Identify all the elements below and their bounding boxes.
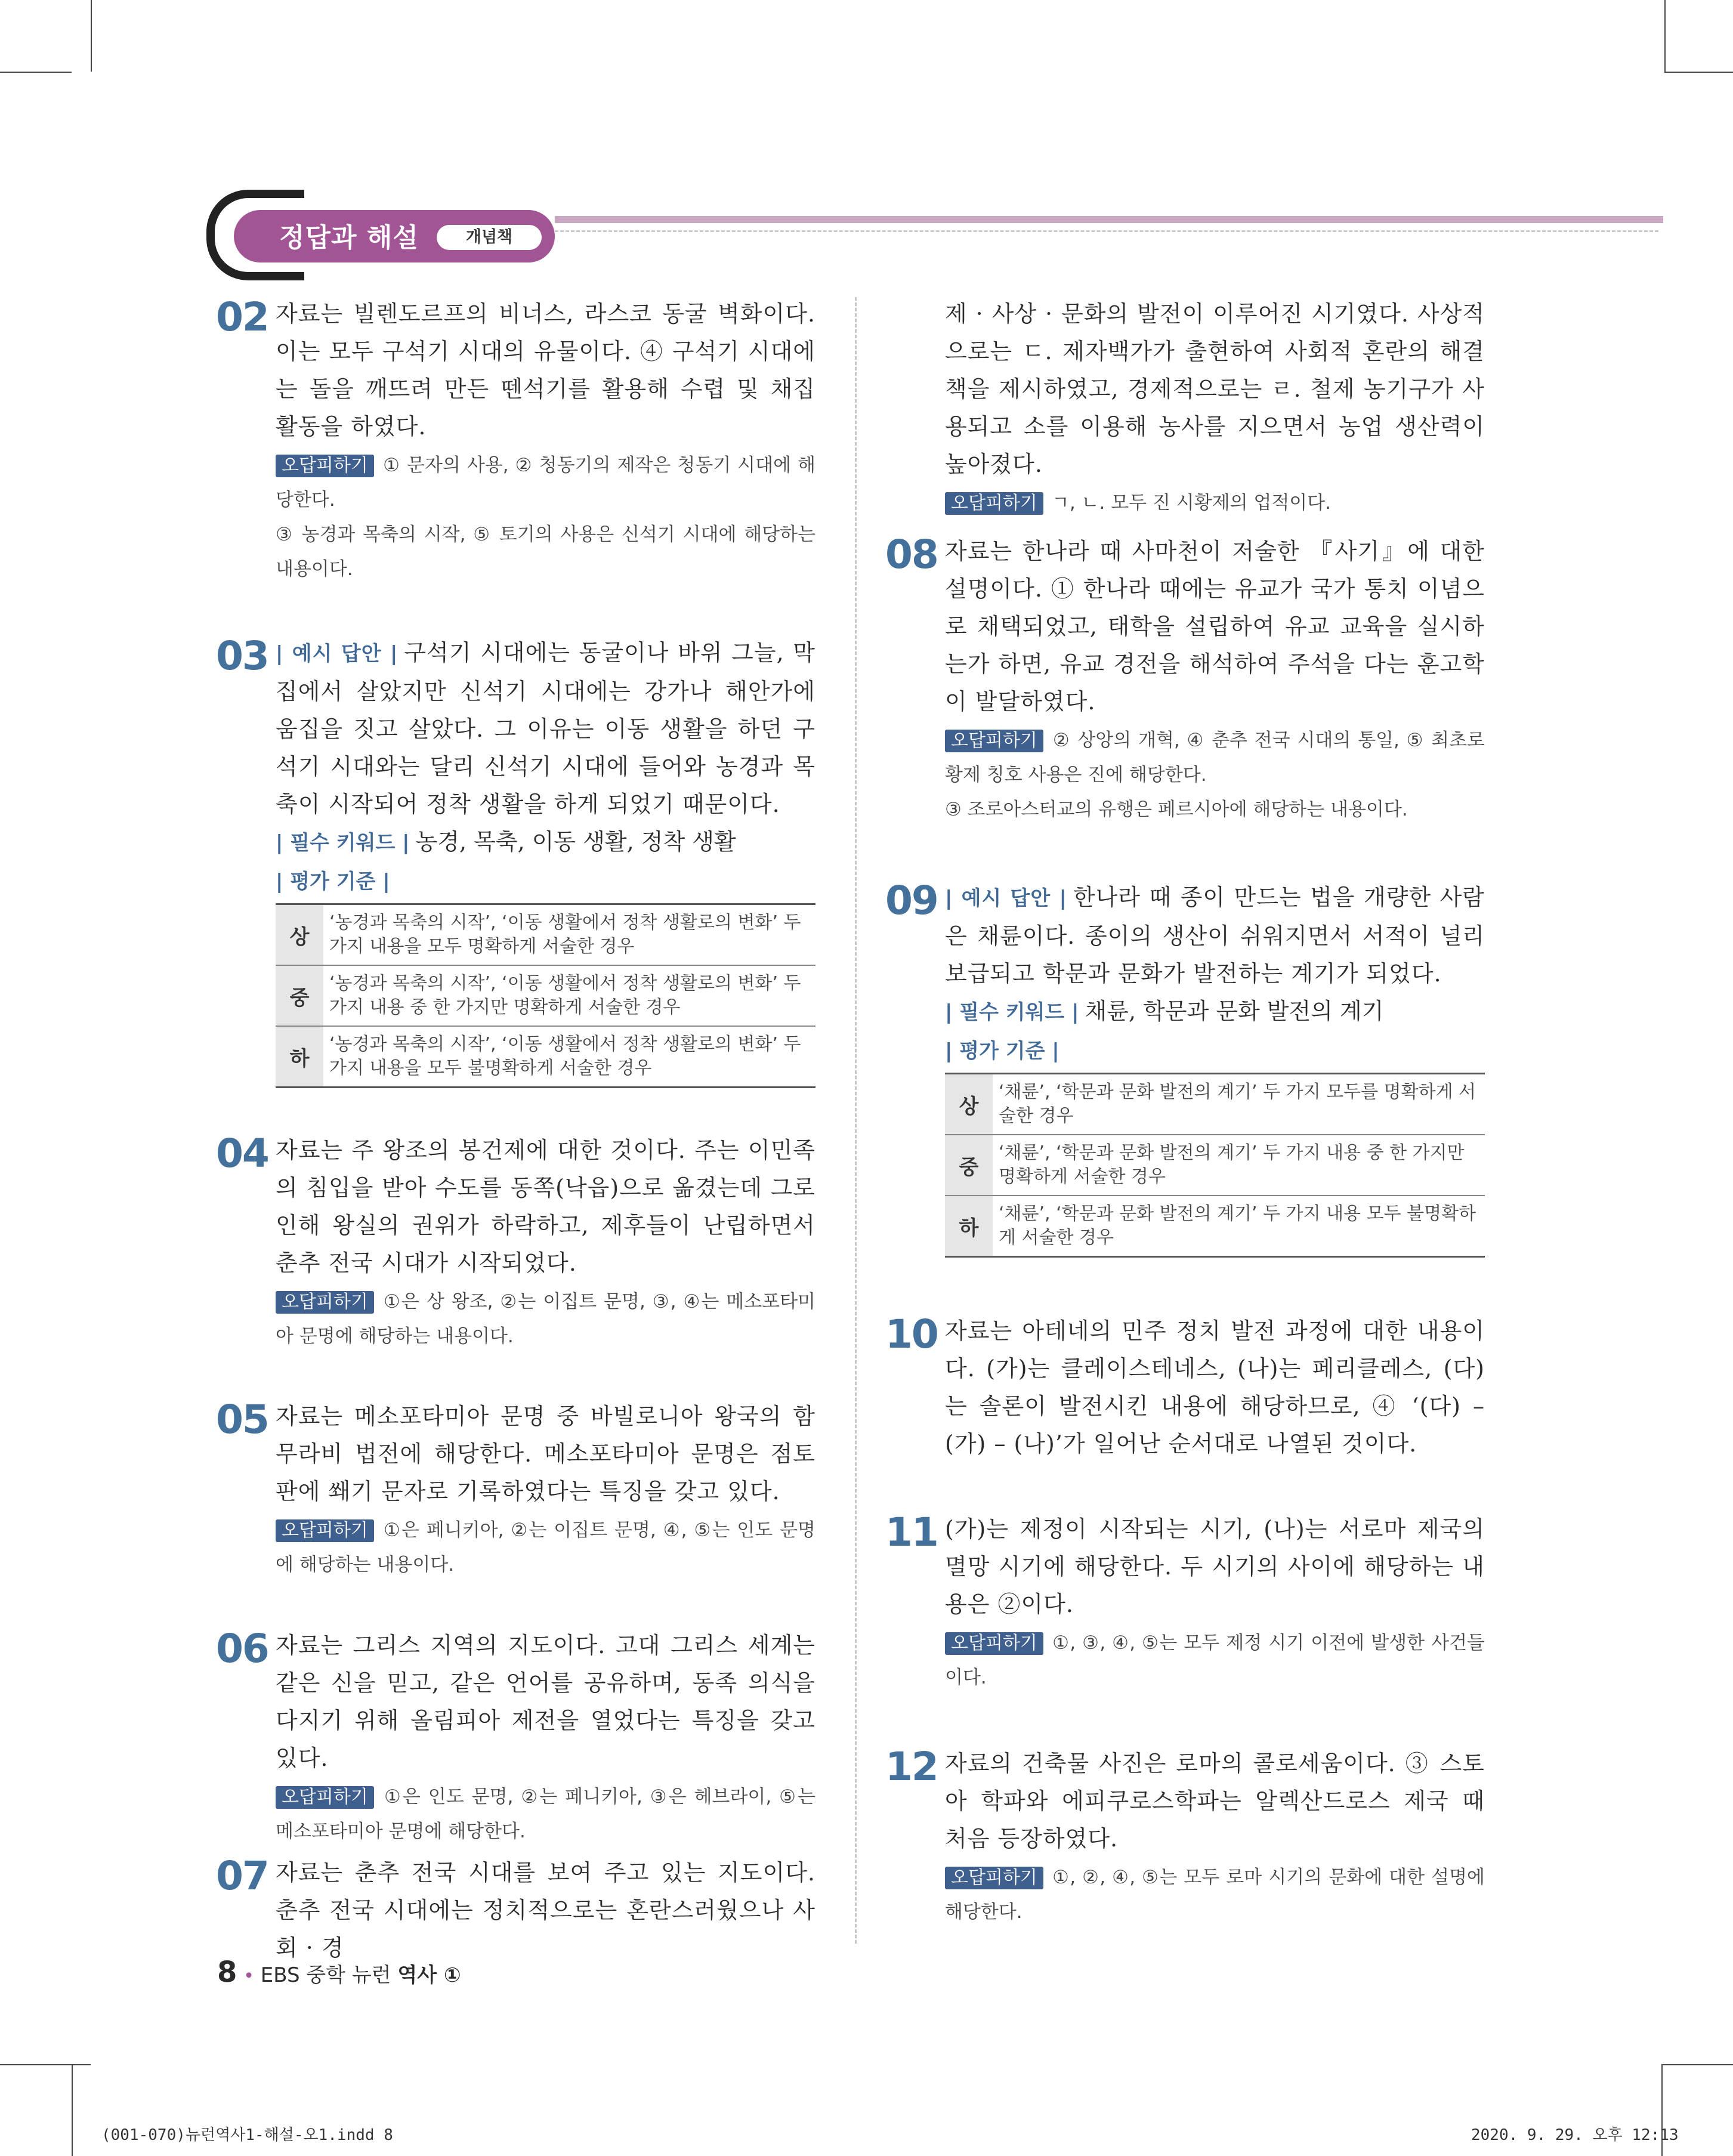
criteria-cell: ‘농경과 목축의 시작’, ‘이동 생활에서 정착 생활로의 변화’ 두 가지 내용을 모두 명확하게 서술한 경우 — [323, 904, 815, 966]
level-cell: 중 — [276, 965, 323, 1026]
wrong-answer-tag: 오답피하기 — [945, 730, 1043, 752]
keywords: | 필수 키워드 | 채륜, 학문과 문화 발전의 계기 — [945, 998, 1384, 1024]
level-cell: 하 — [276, 1026, 323, 1088]
eval-criteria-table — [945, 1073, 1485, 1258]
crop-mark — [0, 72, 72, 73]
question-07-continued — [945, 295, 1485, 520]
crop-mark — [1661, 2064, 1733, 2065]
wrong-answer-note-2: ③ 조로아스터교의 유행은 페르시아에 해당하는 내용이다. — [945, 799, 1408, 820]
question-12 — [885, 1744, 1485, 1929]
question-number: 10 — [885, 1311, 938, 1357]
subject-title: 역사 ① — [397, 1963, 461, 1987]
header-band — [555, 216, 1663, 223]
wrong-answer-tag: 오답피하기 — [945, 492, 1043, 515]
crop-mark — [0, 2064, 91, 2065]
level-cell: 중 — [945, 1135, 993, 1196]
wrong-answer-tag: 오답피하기 — [276, 1291, 374, 1314]
column-divider — [855, 297, 857, 1944]
criteria-cell: ‘농경과 목축의 시작’, ‘이동 생활에서 정착 생활로의 변화’ 두 가지 내용 중 한 가지만 명확하게 서술한 경우 — [323, 965, 815, 1026]
question-number: 03 — [216, 633, 268, 679]
table-row — [276, 904, 815, 966]
question-02 — [216, 294, 815, 586]
table-row — [945, 1135, 1485, 1196]
eval-criteria-label: | 평가 기준 | — [276, 870, 390, 894]
question-11 — [885, 1509, 1485, 1695]
keywords: | 필수 키워드 | 농경, 목축, 이동 생활, 정착 생활 — [276, 829, 736, 855]
table-row — [276, 965, 815, 1026]
eval-criteria-table — [276, 903, 815, 1088]
question-number: 09 — [885, 878, 938, 923]
question-09 — [885, 878, 1485, 1258]
answer-body: 자료는 그리스 지역의 지도이다. 고대 그리스 세계는 같은 신을 믿고, 같은 언어를 공유하며, 동족 의식을 다지기 위해 올림피아 제전을 열었다는 특징을 갖고 있다. — [276, 1632, 815, 1771]
header-dashed-line — [555, 230, 1658, 232]
book-title: EBS 중학 뉴런 — [260, 1963, 391, 1987]
wrong-answer-tag: 오답피하기 — [945, 1632, 1043, 1655]
keyword-label: | 필수 키워드 | — [276, 831, 410, 855]
wrong-answer-note: 오답피하기 ①은 페니키아, ②는 이집트 문명, ④, ⑤는 인도 문명에 해당하는 내용이다. — [276, 1519, 815, 1576]
file-slug: (001-070)뉴런역사1-해설-오1.indd 8 — [101, 2126, 393, 2144]
level-cell: 하 — [945, 1196, 993, 1257]
wrong-answer-note: 오답피하기 ㄱ, ㄴ. 모두 진 시황제의 업적이다. — [945, 486, 1485, 520]
print-date: 2020. 9. 29. 오후 12:13 — [1471, 2126, 1679, 2144]
example-answer-label: | 예시 답안 | — [945, 887, 1067, 910]
answer-body-continued: 제 · 사상 · 문화의 발전이 이루어진 시기였다. 사상적으로는 ㄷ. 제자백가가 출현하여 사회적 혼란의 해결책을 제시하였고, 경제적으로는 ㄹ. 철제 농기구가 사용되고 소를 이용해 농사를 지으면서 농업 생산력이 높아졌다. — [945, 301, 1485, 477]
answer-body: (가)는 제정이 시작되는 시기, (나)는 서로마 제국의 멸망 시기에 해당한다. 두 시기의 사이에 해당하는 내용은 ②이다. — [945, 1516, 1485, 1617]
wrong-answer-note: 오답피하기 ①, ③, ④, ⑤는 모두 제정 시기 이전에 발생한 사건들이다. — [945, 1632, 1485, 1688]
level-cell: 상 — [945, 1074, 993, 1135]
keyword-label: | 필수 키워드 | — [945, 1000, 1079, 1024]
question-number: 06 — [216, 1626, 268, 1672]
wrong-answer-note: 오답피하기 ①, ②, ④, ⑤는 모두 로마 시기의 문화에 대한 설명에 해당한다. — [945, 1867, 1485, 1923]
question-number: 02 — [216, 294, 268, 340]
crop-mark — [72, 2064, 73, 2156]
header-title: 정답과 해설 — [279, 223, 419, 253]
eval-criteria-label: | 평가 기준 | — [945, 1039, 1059, 1063]
wrong-answer-tag: 오답피하기 — [276, 1519, 374, 1542]
crop-mark — [1664, 0, 1666, 72]
wrong-answer-note: 오답피하기 ①은 인도 문명, ②는 페니키아, ③은 헤브라이, ⑤는 메소포타미아 문명에 해당한다. — [276, 1786, 815, 1842]
wrong-answer-note: 오답피하기 ①은 상 왕조, ②는 이집트 문명, ③, ④는 메소포타미아 문명에 해당하는 내용이다. — [276, 1291, 815, 1347]
table-row — [945, 1074, 1485, 1135]
question-06 — [216, 1626, 815, 1849]
wrong-answer-tag: 오답피하기 — [945, 1867, 1043, 1889]
example-answer: | 예시 답안 | 한나라 때 종이 만드는 법을 개량한 사람은 채륜이다. 종이의 생산이 쉬워지면서 서적이 널리 보급되고 학문과 문화가 발전하는 계기가 되었다. — [945, 884, 1485, 987]
table-row — [276, 1026, 815, 1088]
answer-body: 자료의 건축물 사진은 로마의 콜로세움이다. ③ 스토아 학파와 에피쿠로스학파는 알렉산드로스 제국 때 처음 등장하였다. — [945, 1750, 1485, 1852]
wrong-answer-tag: 오답피하기 — [276, 1786, 374, 1809]
example-answer-label: | 예시 답안 | — [276, 642, 399, 666]
wrong-answer-note-2: ③ 농경과 목축의 시작, ⑤ 토기의 사용은 신석기 시대에 해당하는 내용이다. — [276, 524, 815, 580]
answer-body: 자료는 한나라 때 사마천이 저술한 『사기』에 대한 설명이다. ① 한나라 때에는 유교가 국가 통치 이념으로 채택되었고, 태학을 설립하여 유교 교육을 실시하는가 하면, 유교 경전을 해석하여 주석을 다는 훈고학이 발달하였다. — [945, 538, 1485, 715]
answer-body: 자료는 빌렌도르프의 비너스, 라스코 동굴 벽화이다. 이는 모두 구석기 시대의 유물이다. ④ 구석기 시대에는 돌을 깨뜨려 만든 뗀석기를 활용해 수렵 및 채집 활동을 하였다. — [276, 301, 815, 440]
question-04 — [216, 1130, 815, 1354]
question-number: 12 — [885, 1744, 938, 1790]
wrong-answer-note: 오답피하기 ① 문자의 사용, ② 청동기의 제작은 청동기 시대에 해당한다. — [276, 455, 815, 511]
table-row — [945, 1196, 1485, 1257]
answer-body: 자료는 메소포타미아 문명 중 바빌로니아 왕국의 함무라비 법전에 해당한다. 메소포타미아 문명은 점토판에 쐐기 문자로 기록하였다는 특징을 갖고 있다. — [276, 1403, 815, 1505]
question-number: 05 — [216, 1397, 268, 1443]
question-08 — [885, 532, 1485, 827]
page-number: 8 — [217, 1956, 237, 1989]
question-07 — [216, 1853, 815, 1967]
wrong-answer-note: 오답피하기 ② 상앙의 개혁, ④ 춘추 전국 시대의 통일, ⑤ 최초로 황제 칭호 사용은 진에 해당한다. — [945, 730, 1485, 786]
answer-body: 자료는 주 왕조의 봉건제에 대한 것이다. 주는 이민족의 침입을 받아 수도를 동쪽(낙읍)으로 옮겼는데 그로 인해 왕실의 권위가 하락하고, 제후들이 난립하면서 춘추 전국 시대가 시작되었다. — [276, 1137, 815, 1276]
header-badge: 개념책 — [437, 225, 542, 250]
question-number: 11 — [885, 1509, 938, 1555]
question-03 — [216, 633, 815, 1088]
wrong-answer-tag: 오답피하기 — [276, 455, 374, 477]
example-answer: | 예시 답안 | 구석기 시대에는 동굴이나 바위 그늘, 막집에서 살았지만 신석기 시대에는 강가나 해안가에 움집을 짓고 살았다. 그 이유는 이동 생활을 하던 구석기 시대와는 달리 신석기 시대에 들어와 농경과 목축이 시작되어 정착 생활을 하게 되었기 때문이다. — [276, 640, 815, 817]
footer-dot: • — [243, 1966, 254, 1987]
level-cell: 상 — [276, 904, 323, 966]
question-number: 07 — [216, 1853, 268, 1899]
answer-body: 자료는 춘추 전국 시대를 보여 주고 있는 지도이다. 춘추 전국 시대에는 정치적으로는 혼란스러웠으나 사회 · 경 — [276, 1860, 815, 1961]
crop-mark — [1664, 72, 1733, 73]
question-05 — [216, 1397, 815, 1582]
criteria-cell: ‘채륜’, ‘학문과 문화 발전의 계기’ 두 가지 모두를 명확하게 서술한 경우 — [993, 1074, 1485, 1135]
question-10 — [885, 1311, 1485, 1463]
criteria-cell: ‘채륜’, ‘학문과 문화 발전의 계기’ 두 가지 내용 모두 불명확하게 서술한 경우 — [993, 1196, 1485, 1257]
page-footer — [217, 1956, 461, 1989]
question-number: 04 — [216, 1130, 268, 1176]
criteria-cell: ‘채륜’, ‘학문과 문화 발전의 계기’ 두 가지 내용 중 한 가지만 명확하게 서술한 경우 — [993, 1135, 1485, 1196]
answer-body: 자료는 아테네의 민주 정치 발전 과정에 대한 내용이다. (가)는 클레이스테네스, (나)는 페리클레스, (다)는 솔론이 발전시킨 내용에 해당하므로, ④ ‘(다) – (가) – (나)’가 일어난 순서대로 나열된 것이다. — [945, 1318, 1485, 1457]
question-number: 08 — [885, 532, 938, 577]
crop-mark — [91, 0, 92, 72]
criteria-cell: ‘농경과 목축의 시작’, ‘이동 생활에서 정착 생활로의 변화’ 두 가지 내용을 모두 불명확하게 서술한 경우 — [323, 1026, 815, 1088]
